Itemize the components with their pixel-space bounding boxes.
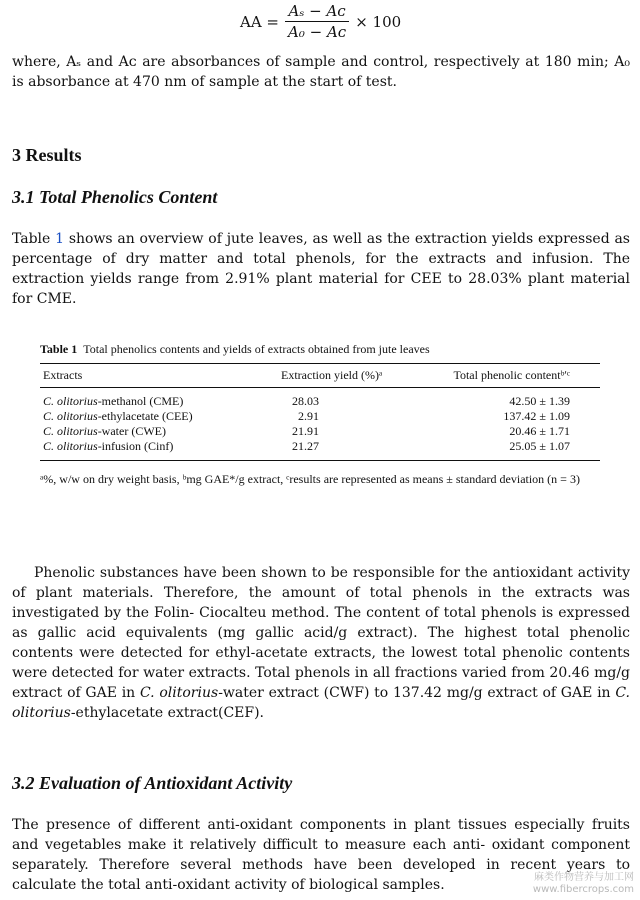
- equation-note: where, Aₛ and Aᴄ are absorbances of sample and control, respectively at 180 min; A₀ is absorbance at 470 nm of sample at the start of test.: [12, 54, 630, 90]
- watermark-line: www.fibercrops.com: [532, 884, 634, 895]
- table-label: Table 1: [40, 342, 78, 356]
- equation-lhs: AA =: [240, 12, 280, 31]
- yield-cell: 21.91: [292, 424, 319, 438]
- table-row: [40, 439, 600, 461]
- extract-cell: C. olitorius-water (CWE): [43, 424, 166, 438]
- table-row: [40, 409, 600, 424]
- table-caption-text: Total phenolics contents and yields of extracts obtained from jute leaves: [83, 342, 430, 356]
- table-reference-link[interactable]: 1: [55, 231, 65, 247]
- phenolic-cell: 137.42 ± 1.09: [503, 409, 570, 423]
- extract-cell: C. olitorius-ethylacetate (CEE): [43, 409, 193, 423]
- yield-cell: 2.91: [298, 409, 319, 423]
- equation-denominator: A₀ − Aᴄ: [288, 23, 347, 41]
- column-header: Extracts: [40, 364, 278, 388]
- section-heading-antioxidant: 3.2 Evaluation of Antioxidant Activity: [12, 773, 293, 793]
- phenolics-paragraph: [12, 229, 630, 309]
- section-heading-phenolics: 3.1 Total Phenolics Content: [12, 187, 218, 207]
- equation-numerator: Aₛ − Aᴄ: [285, 2, 348, 22]
- para-text: shows an overview of jute leaves, as well as the extraction yields expressed as percentage of dry matter and total phenols, for the extracts and infusion. The extraction yields range from 2.91% plant material for CEE to 28.03% plant material for CME.: [12, 231, 630, 307]
- column-header: Extraction yield (%)ᵃ: [278, 364, 445, 388]
- table-row: [40, 424, 600, 439]
- phenolic-paragraph: Phenolic substances have been shown to be responsible for the antioxidant activity of plant materials. Therefore, the amount of total phenols in the extracts was investigated by the Folin- Ciocalteu method. The content of total phenols is expressed as gallic acid equivalents (mg gallic acid/g extract). The highest total phenolic contents were detected for ethyl-acetate extracts, the lowest total phenolic contents were detected for water extracts. Total phenols in all fractions varied from 20.46 mg/g extract of GAE in C. olitorius-water extract (CWF) to 137.42 mg/g extract of GAE in C. olitorius-ethylacetate extract(CEF).: [12, 565, 630, 721]
- table-footnote: ᵃ%, w/w on dry weight basis, ᵇmg GAE*/g extract, ᶜresults are represented as means ± standard deviation (n = 3): [40, 472, 580, 486]
- phenolic-cell: 42.50 ± 1.39: [509, 394, 570, 408]
- watermark: [533, 872, 634, 896]
- yield-cell: 21.27: [292, 439, 319, 453]
- equation-rhs: × 100: [355, 12, 402, 31]
- section-heading-results: 3 Results: [12, 145, 82, 165]
- equation-fraction: [285, 2, 349, 41]
- equation: [240, 2, 401, 41]
- yield-cell: 28.03: [292, 394, 319, 408]
- phenolic-cell: 25.05 ± 1.07: [509, 439, 570, 453]
- phenolic-cell: 20.46 ± 1.71: [509, 424, 570, 438]
- watermark-line: 麻类作物营养与加工网: [534, 872, 634, 883]
- para-text: Table: [12, 231, 56, 247]
- data-table: [40, 363, 600, 461]
- table-1: [40, 342, 600, 487]
- column-header: Total phenolic contentᵇʹᶜ: [445, 364, 600, 388]
- antioxidant-paragraph: The presence of different anti-oxidant components in plant tissues especially fruits and vegetables make it relatively difficult to measure each anti- oxidant component separately. Therefore several methods have been developed in recent years to calculate the total anti-oxidant activity of biological samples.: [12, 817, 630, 893]
- extract-cell: C. olitorius-methanol (CME): [43, 394, 184, 408]
- extract-cell: C. olitorius-infusion (Cinf): [43, 439, 174, 453]
- table-header-row: [40, 364, 600, 388]
- table-caption: [40, 342, 600, 357]
- table-row: [40, 388, 600, 410]
